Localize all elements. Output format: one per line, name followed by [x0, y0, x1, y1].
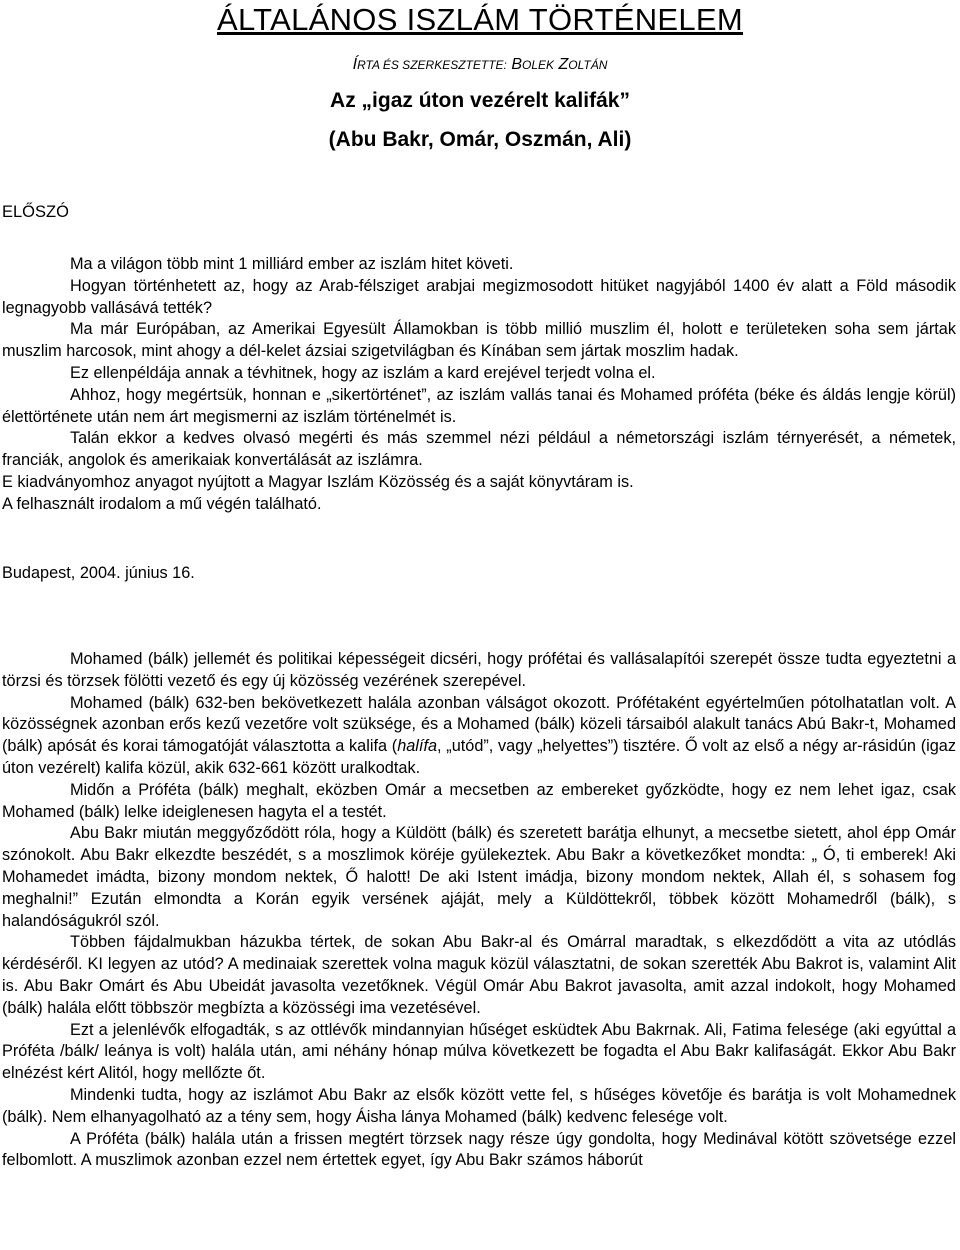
preface-paragraph: Ma a világon több mint 1 milliárd ember az iszlám hitet követi.: [70, 255, 514, 273]
document-title: ÁLTALÁNOS ISZLÁM TÖRTÉNELEM: [216, 2, 744, 37]
preface-paragraph: A felhasznált irodalom a mű végén található.: [2, 494, 322, 513]
author-line: [0, 56, 960, 74]
author-last-cap: Z: [558, 56, 569, 73]
preface-heading: ELŐSZÓ: [2, 203, 69, 221]
body-paragraph-text: Mohamed (bálk) 632-ben bekövetkezett halála azonban válságot okozott. Prófétaként egyértelműen pótolhatatlan volt. A közösségnek azonban erős kezű vezetőre volt szüksége, és a Mohamed (bálk) közeli társaiból alakult tanács Abú Bakr-t, Mohamed (bálk) apósát és korai támogatóját választotta a kalifa (: [2, 693, 956, 756]
preface-paragraph: Ahhoz, hogy megértsük, honnan e „sikertörténet”, az iszlám vallás tanai és Mohamed próféta (béke és áldás lengje körül) élettörténete után nem árt megismerni az iszlám történelmét is.: [2, 385, 956, 426]
subtitle-line-1: Az „igaz úton vezérelt kalifák”: [330, 89, 630, 112]
preface-paragraph: Talán ekkor a kedves olvasó megérti és más szemmel nézi például a németországi iszlám térnyerését, a németek, franciák, angolok és amerikaiak konvertálását az iszlámra.: [2, 429, 956, 470]
body-paragraph: A Próféta (bálk) halála után a frissen megtért törzsek nagy része úgy gondolta, hogy Medinával kötött szövetsége ezzel felbomlott. A muszlimok azonban ezzel nem értettek egyet, így Abu Bakr számos háborút: [2, 1129, 956, 1170]
body-paragraph: [2, 693, 956, 780]
preface-body: [2, 254, 956, 516]
preface-paragraph: Hogyan történhetett az, hogy az Arab-félsziget arabjai megizmosodott hitüket nagyjából 1400 év alatt a Föld második legnagyobb vallásává tették?: [2, 276, 956, 317]
body-paragraph: Többen fájdalmukban házukba tértek, de sokan Abu Bakr-al és Omárral maradtak, s elkezdődött a vita az utódlás kérdéséről. KI legyen az utód? A medinaiak szerettek volna maguk közül választatni, de sokan szerették Abu Bakrot is, valamint Alit is. Abu Bakr Omárt és Abu Ubeidát javasolta vezetőknek. Végül Omár Abu Bakrot javasolta, amit azzal indokolt, hogy Mohamed (bálk) halála előtt többször megbízta a közösségi ima vezetésével.: [2, 933, 956, 1017]
preface-date: Budapest, 2004. június 16.: [2, 564, 195, 582]
body-paragraph: Ezt a jelenlévők elfogadták, s az ottlévők mindannyian hűséget esküdtek Abu Bakrnak. Ali, Fatima felesége (aki egyúttal a Próféta /bálk/ leánya is volt) halála után, ami néhány hónap múlva következett be fogadta el Abu Bakr kalifaságát. Ekkor Abu Bakr elnézést kért Alitól, hogy mellőzte őt.: [2, 1020, 956, 1083]
subtitle-line-2: (Abu Bakr, Omár, Oszmán, Ali): [328, 128, 632, 151]
author-prefix-rest: RTA ÉS SZERKESZTETTE:: [357, 58, 507, 72]
author-first-cap: B: [511, 56, 522, 73]
author-prefix-cap: Í: [352, 56, 358, 73]
body-paragraph: Abu Bakr miután meggyőződött róla, hogy a Küldött (bálk) és szeretett barátja elhunyt, a mecsetbe sietett, ahol épp Omár szónokolt. Abu Bakr elkezdte beszédét, s a moszlimok köréje gyülekeztek. Abu Bakr a következőket mondta: „ Ó, ti emberek! Aki Mohamedet imádta, bizony mondom nektek, Ő halott! De aki Istent imádja, bizony mondom nektek, Allah él, s sohasem fog meghalni!” Ezután elmondta a Korán egyik versének ajáját, mely a Küldöttekről, többek között Mohamedről (bálk), s halandóságukról szól.: [2, 824, 956, 930]
body-paragraph-text: , „utód”, vagy „helyettes”) tisztére. Ő volt az első a négy ar-rásidún (igaz úton vezérelt) kalifa közül, akik 632-661 között uralkodtak.: [2, 737, 956, 777]
main-body: [2, 649, 956, 1172]
preface-paragraph: E kiadványomhoz anyagot nyújtott a Magyar Iszlám Közösség és a saját könyvtáram is.: [2, 472, 634, 491]
author-last-rest: OLTÁN: [568, 58, 608, 72]
italic-term: halífa: [397, 737, 438, 756]
author-first-rest: OLEK: [522, 58, 555, 72]
body-paragraph: Mohamed (bálk) jellemét és politikai képességeit dicséri, hogy prófétai és vallásalapítói szerepét össze tudta egyeztetni a törzsi és törzsek fölötti vezető és egy új közösség vezérének szerepével.: [2, 650, 956, 690]
preface-paragraph: Ez ellenpéldája annak a tévhitnek, hogy az iszlám a kard erejével terjedt volna el.: [70, 363, 656, 382]
body-paragraph: Midőn a Próféta (bálk) meghalt, eközben Omár a mecsetben az embereket győzködte, hogy ez nem lehet igaz, csak Mohamed (bálk) lelke ideiglenesen hagyta el a testét.: [2, 780, 956, 821]
preface-paragraph: Ma már Európában, az Amerikai Egyesült Államokban is több millió muszlim él, holott e területeken soha sem jártak muszlim harcosok, mint ahogy a dél-kelet ázsiai szigetvilágban és Kínában sem jártak moszlim hadak.: [2, 320, 956, 361]
body-paragraph: Mindenki tudta, hogy az iszlámot Abu Bakr az elsők között vette fel, s hűséges követője és barátja is volt Mohamednek (bálk). Nem elhanyagolható az a tény sem, hogy Áisha lánya Mohamed (bálk) kedvenc felesége volt.: [2, 1085, 956, 1126]
